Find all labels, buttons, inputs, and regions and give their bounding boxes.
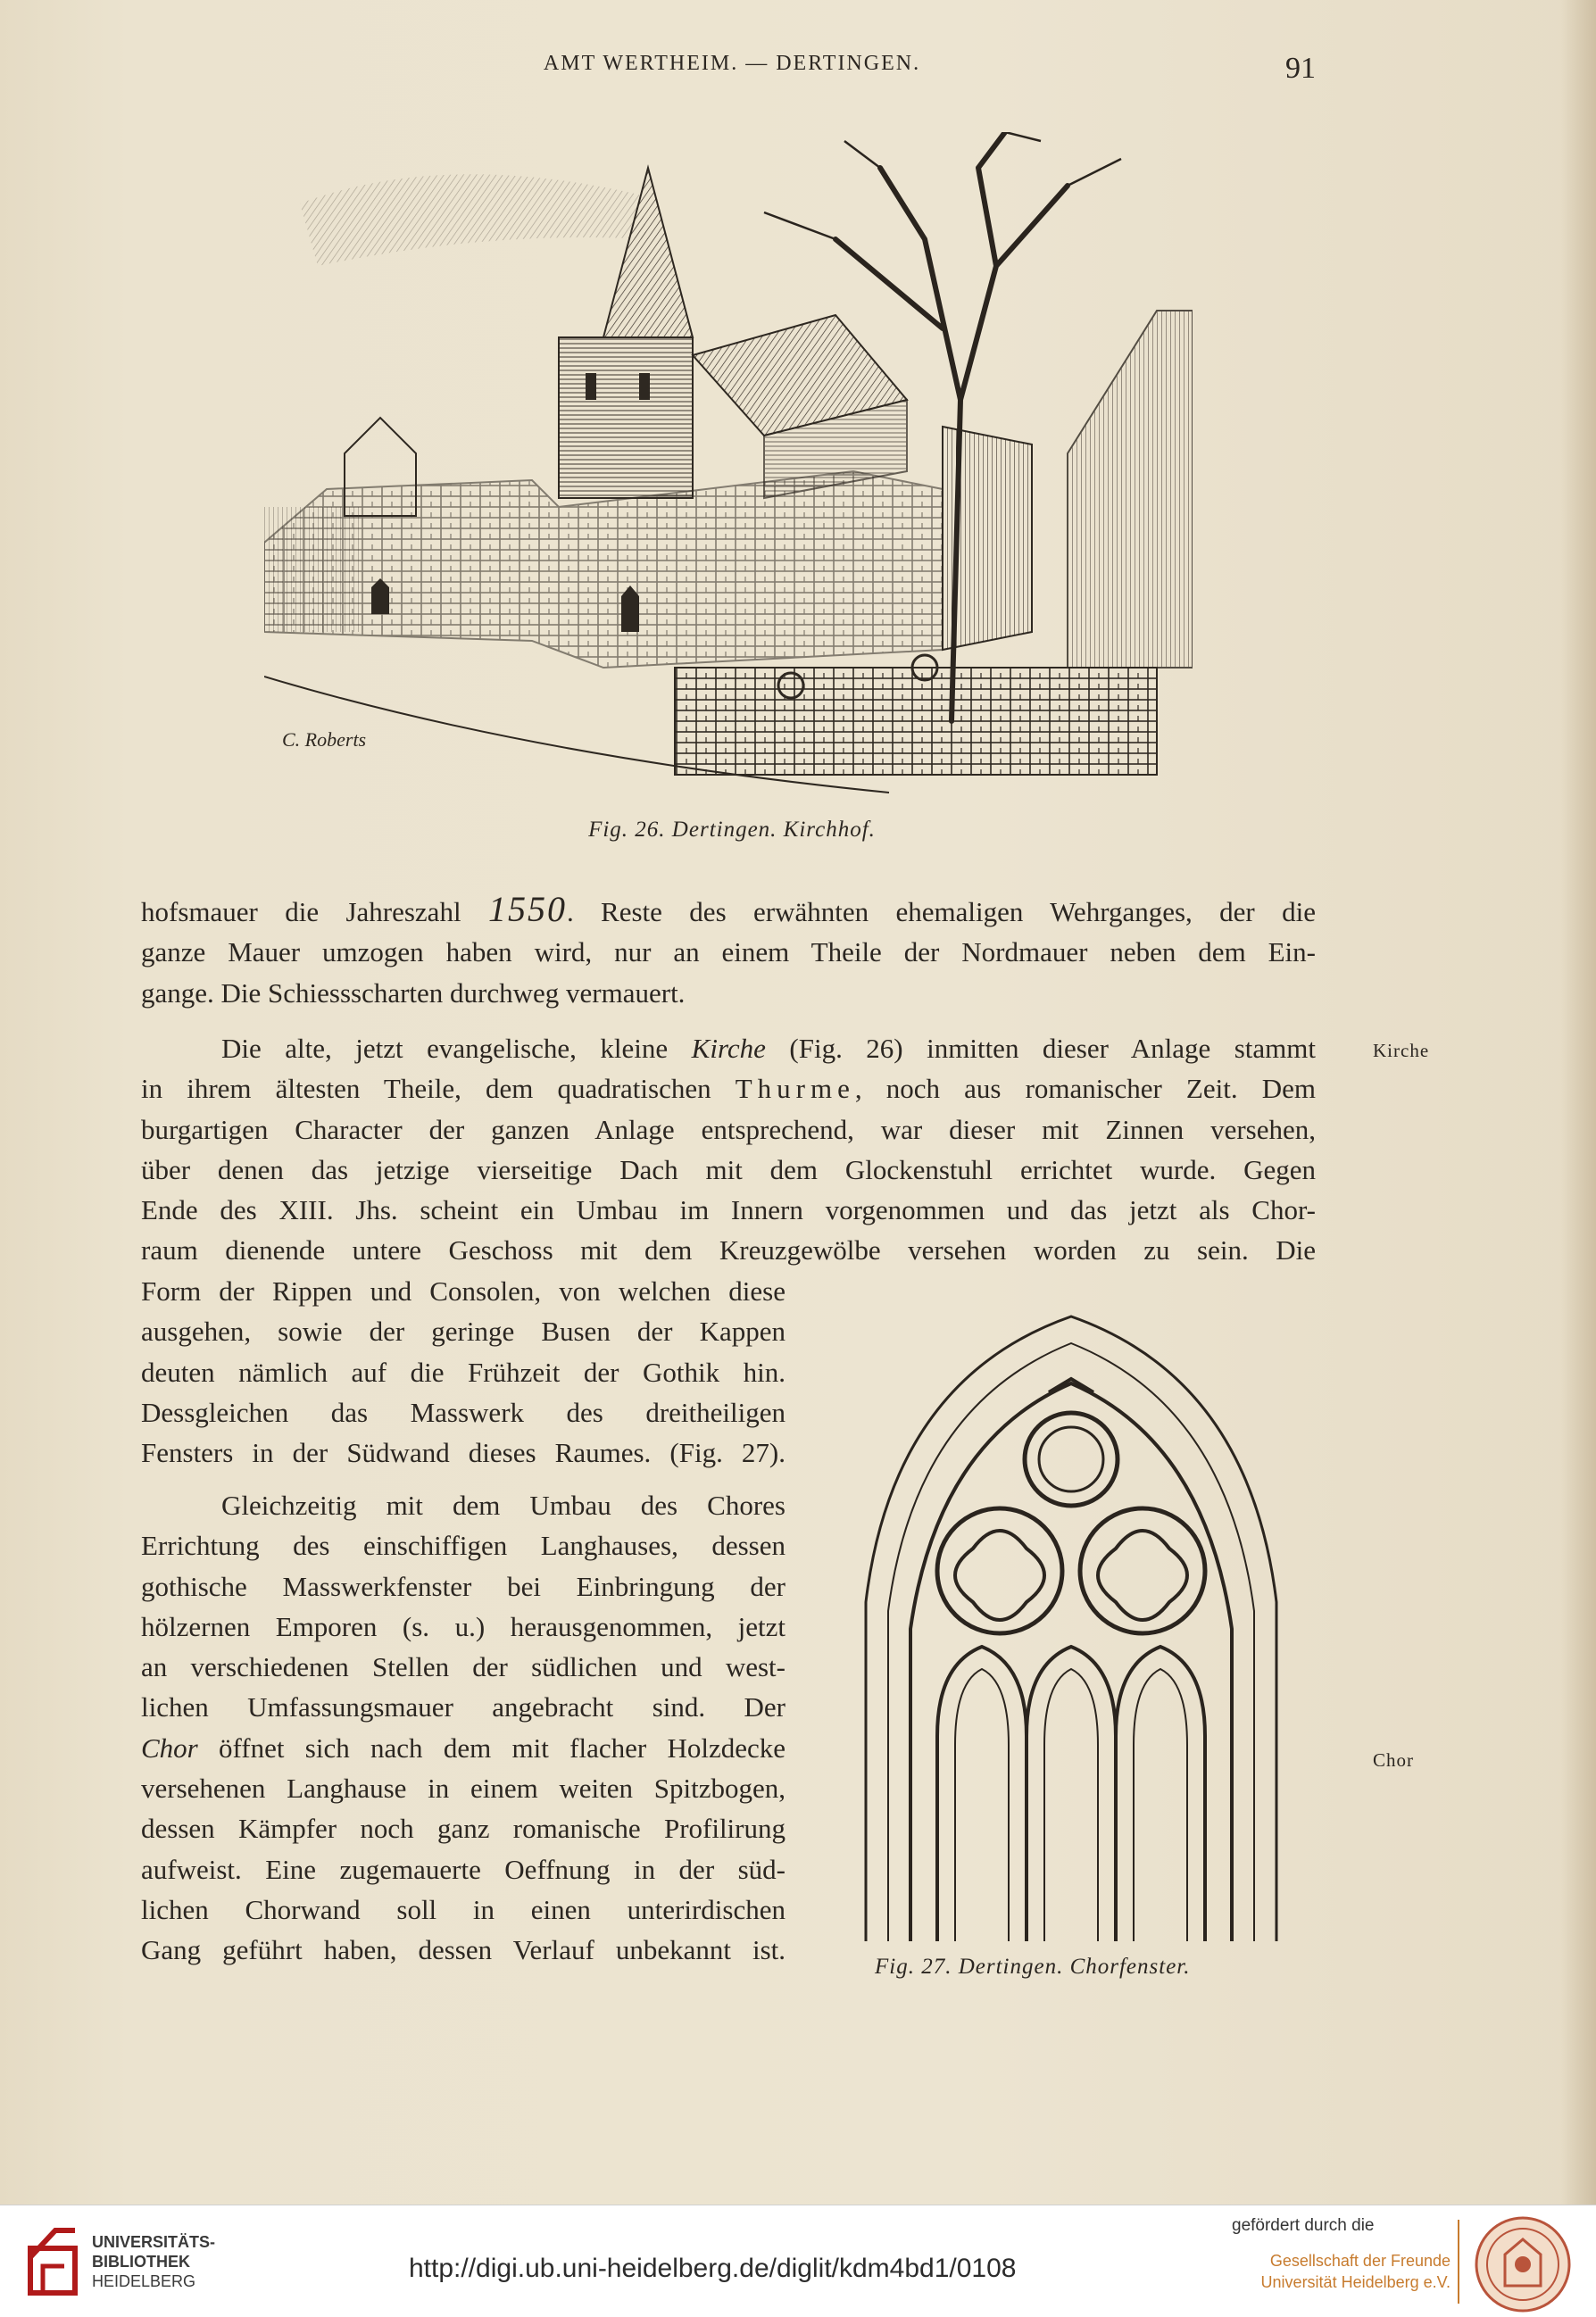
paragraph-3-line-5: an verschiedenen Stellen der südlichen und west- [141,1651,786,1683]
paragraph-2-line-2: in ihrem ältesten Theile, dem quadratischen Thurme, noch aus romanischer Zeit. Dem [141,1073,1316,1105]
chor-term: Chor [141,1732,198,1764]
paragraph-3-line-6: lichen Umfassungsmauer angebracht sind. Der [141,1691,786,1723]
page-number: 91 [1285,52,1316,85]
running-head: AMT WERTHEIM. — DERTINGEN. [543,52,921,75]
university-seal-icon [1473,2214,1573,2314]
paragraph-3-line-9: dessen Kämpfer noch ganz romanische Profilirung [141,1813,786,1845]
paragraph-1 [141,889,1316,1013]
paragraph-1-line-3: gange. Die Schiessscharten durchweg vermauert. [141,976,686,1009]
figure-26-signature: C. Roberts [282,728,367,751]
paragraph-2-line-10: Dessgleichen das Masswerk des dreitheiligen [141,1396,786,1428]
paragraph-2 [141,1028,1316,1271]
margin-note-kirche: Kirche [1373,1040,1430,1061]
paragraph-3-line-10: aufweist. Eine zugemauerte Oeffnung in der süd- [141,1853,786,1885]
year-1550: 1550 [487,889,567,929]
figure-27-window-drawing [839,1308,1303,1950]
paragraph-2-narrow [141,1271,786,1473]
paragraph-3-line-11: lichen Chorwand soll in einen unterirdischen [141,1893,786,1925]
paragraph-2-line-9: deuten nämlich auf die Frühzeit der Gothik hin. [141,1356,786,1388]
paragraph-3-line-12: Gang geführt haben, dessen Verlauf unbekannt ist. [141,1934,786,1966]
figure-27-caption: Fig. 27. Dertingen. Chorfenster. [875,1955,1191,1979]
paragraph-3-line-2: Errichtung des einschiffigen Langhauses, dessen [141,1530,786,1562]
paragraph-2-line-5: Ende des XIII. Jhs. scheint ein Umbau im Innern vorgenommen und das jetzt als Chor- [141,1194,1316,1226]
paragraph-2-line-1: Die alte, jetzt evangelische, kleine Kirche (Fig. 26) inmitten dieser Anlage stammt [221,1033,1317,1064]
kirche-term: Kirche [691,1033,766,1064]
sponsor-name: Gesellschaft der Freunde Universität Heidelberg e.V. [1260,2252,1451,2291]
paragraph-2-line-8: ausgehen, sowie der geringe Busen der Kappen [141,1316,786,1348]
library-name: UNIVERSITÄTS- BIBLIOTHEK HEIDELBERG [92,2233,216,2290]
figure-26-engraving [264,132,1193,801]
sponsor-divider [1458,2220,1459,2304]
paragraph-3-line-3: gothische Masswerkfenster bei Einbringung der [141,1570,786,1602]
paragraph-2-line-7: Form der Rippen und Consolen, von welchen diese [141,1275,786,1307]
paragraph-3-line-7: Chor öffnet sich nach dem mit flacher Holzdecke [141,1732,786,1764]
paragraph-3-line-1: Gleichzeitig mit dem Umbau des Chores [221,1490,786,1521]
paragraph-3 [141,1485,786,1971]
paragraph-3-line-8: versehenen Langhause in einem weiten Spitzbogen, [141,1773,786,1805]
digital-library-footer [0,2205,1596,2317]
thurme-term: Thurme [735,1073,855,1105]
paragraph-2-line-11: Fensters in der Südwand dieses Raumes. (Fig. 27). [141,1437,786,1469]
paragraph-2-line-6: raum dienende untere Geschoss mit dem Kreuzgewölbe versehen worden zu sein. Die [141,1234,1316,1266]
permalink-url[interactable]: http://digi.ub.uni-heidelberg.de/diglit/kdm4bd1/0108 [409,2254,1017,2283]
paragraph-2-line-4: über denen das jetzige vierseitige Dach mit dem Glockenstuhl errichtet wurde. Gegen [141,1153,1316,1185]
margin-note-chor: Chor [1373,1749,1414,1771]
paragraph-3-line-4: hölzernen Emporen (s. u.) herausgenommen, jetzt [141,1610,786,1642]
paragraph-2-line-3: burgartigen Character der ganzen Anlage entsprechend, war dieser mit Zinnen versehen, [141,1113,1316,1145]
paragraph-1-line-1: hofsmauer die Jahreszahl 1550. Reste des erwähnten ehemaligen Wehrganges, der die [141,889,1316,929]
figure-26-caption: Fig. 26. Dertingen. Kirchhof. [588,818,876,842]
library-logo-icon [25,2221,80,2298]
sponsor-label: gefördert durch die [1232,2216,1375,2235]
paragraph-1-line-2: ganze Mauer umzogen haben wird, nur an einem Theile der Nordmauer neben dem Ein- [141,936,1316,968]
